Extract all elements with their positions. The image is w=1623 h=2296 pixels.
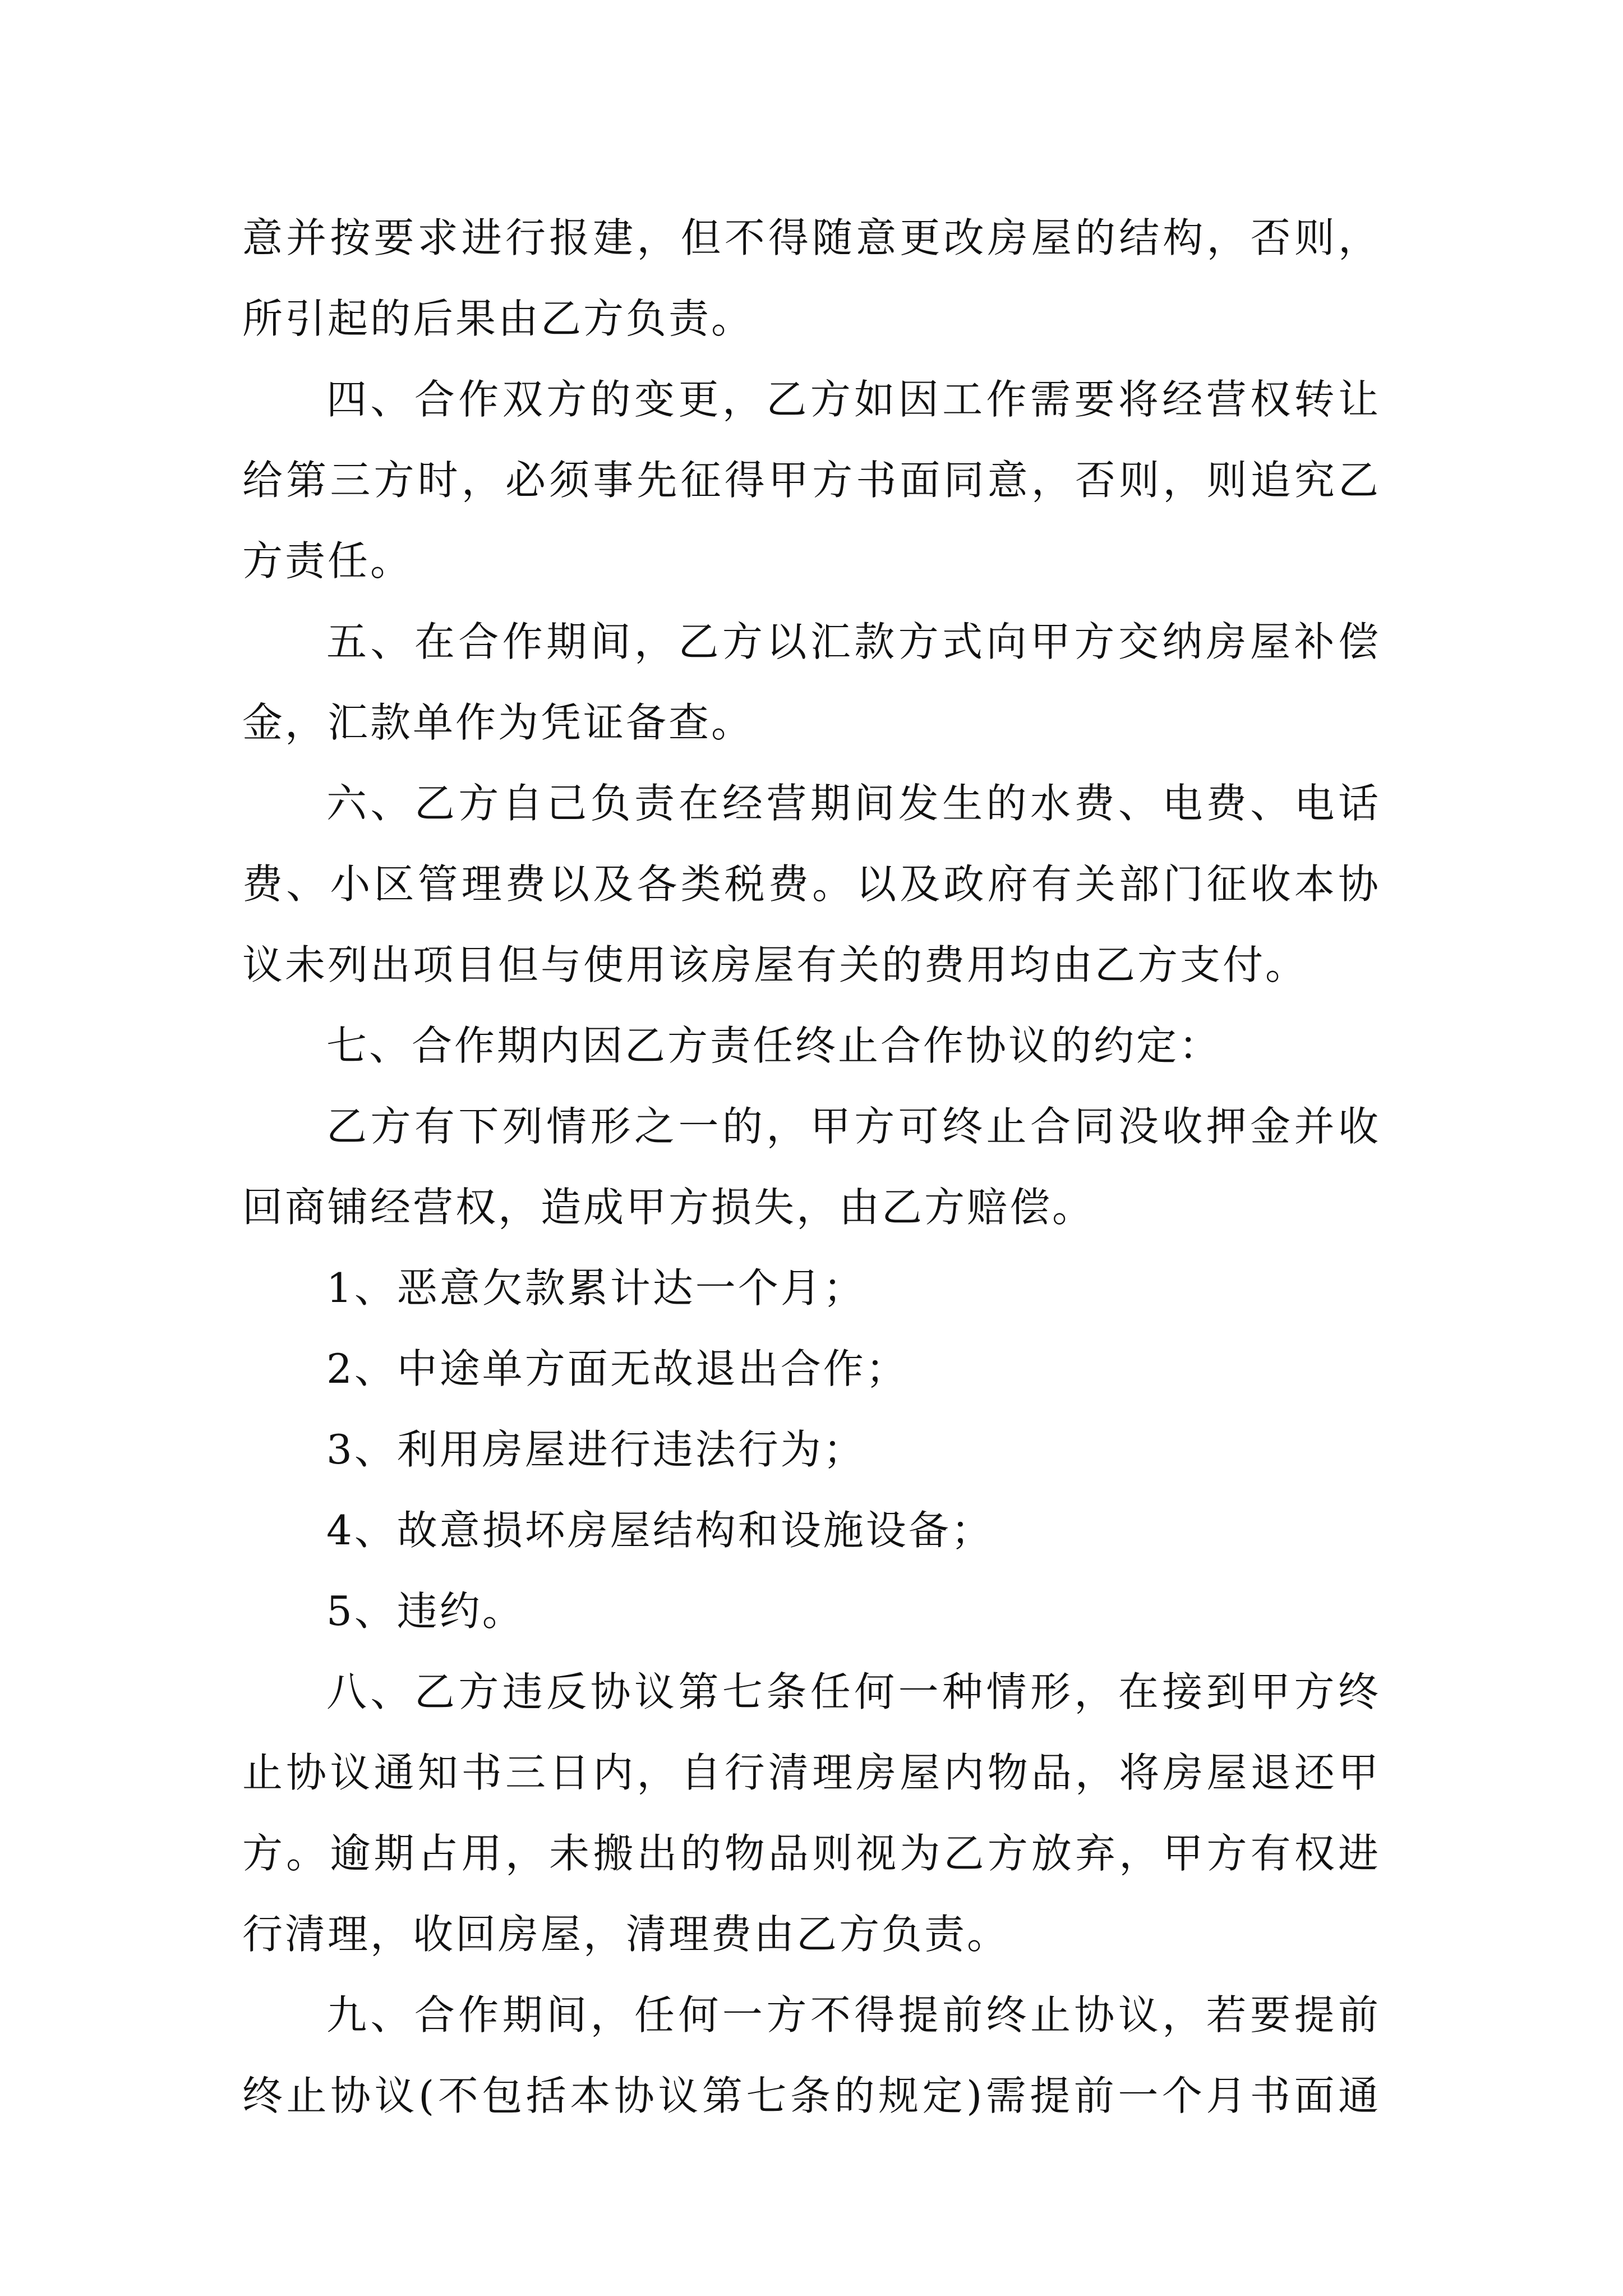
text-line: 5、违约。 [326,1588,525,1635]
text-line: 费、小区管理费以及各类税费。以及政府有关部门征收本协 [242,861,1381,908]
text-line: 金，汇款单作为凭证备查。 [242,699,754,746]
text-line: 终止协议(不包括本协议第七条的规定)需提前一个月书面通 [242,2072,1381,2119]
text-line: 七、合作期内因乙方责任终止合作协议的约定： [326,1022,1222,1069]
text-line: 乙方有下列情形之一的，甲方可终止合同没收押金并收 [326,1103,1381,1150]
text-line: 八、乙方违反协议第七条任何一种情形，在接到甲方终 [326,1668,1381,1715]
text-line: 回商铺经营权，造成甲方损失，由乙方赔偿。 [242,1184,1095,1231]
text-line: 3、利用房屋进行违法行为； [326,1426,866,1473]
text-line: 议未列出项目但与使用该房屋有关的费用均由乙方支付。 [242,941,1308,988]
text-line: 1、恶意欠款累计达一个月； [326,1264,866,1312]
text-line: 2、中途单方面无故退出合作； [326,1345,909,1392]
text-line: 所引起的后果由乙方负责。 [242,295,754,342]
text-line: 止协议通知书三日内，自行清理房屋内物品，将房屋退还甲 [242,1749,1381,1796]
text-line: 意并按要求进行报建，但不得随意更改房屋的结构，否则， [242,214,1381,261]
text-line: 四、合作双方的变更，乙方如因工作需要将经营权转让 [326,376,1381,423]
text-line: 给第三方时，必须事先征得甲方书面同意，否则，则追究乙 [242,457,1381,504]
text-line: 行清理，收回房屋，清理费由乙方负责。 [242,1911,1010,1958]
text-line: 六、乙方自己负责在经营期间发生的水费、电费、电话 [326,780,1381,827]
text-line: 九、合作期间，任何一方不得提前终止协议，若要提前 [326,1991,1381,2039]
text-line: 方责任。 [242,537,413,585]
text-line: 4、故意损坏房屋结构和设施设备； [326,1507,994,1554]
text-line: 五、在合作期间，乙方以汇款方式向甲方交纳房屋补偿 [326,618,1381,665]
text-line: 方。逾期占用，未搬出的物品则视为乙方放弃，甲方有权进 [242,1830,1381,1877]
